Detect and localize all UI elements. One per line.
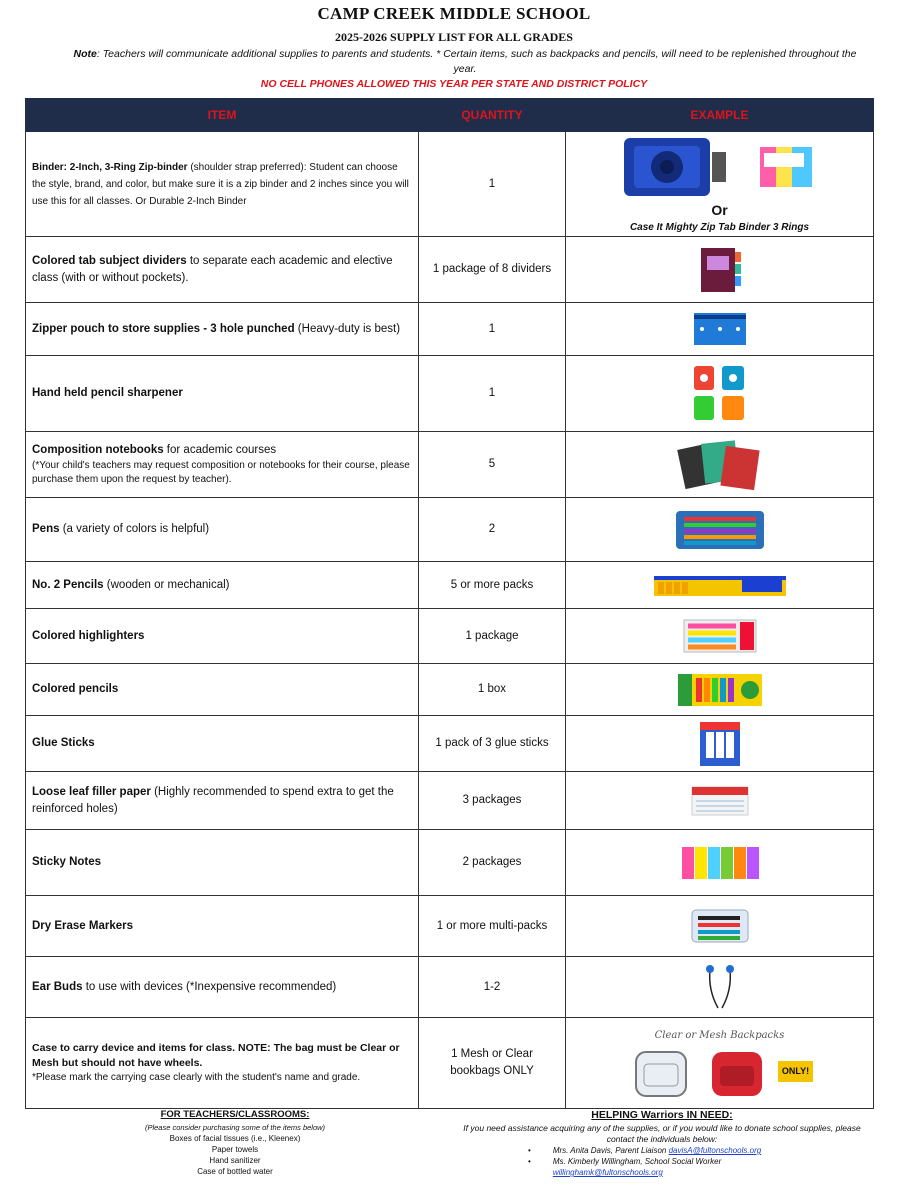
helping-intro: If you need assistance acquiring any of the supplies, or if you would like to donate school supplies, please contact the individuals below:: [463, 1123, 861, 1144]
item-cell: [26, 303, 419, 356]
contact-email-link[interactable]: davisA@fultonschools.org: [668, 1146, 762, 1155]
quantity-cell: 1 package: [419, 609, 566, 664]
page-subtitle: 2025-2026 SUPPLY LIST FOR ALL GRADES: [335, 30, 573, 44]
table-row: [26, 896, 874, 957]
item-cell: [26, 896, 419, 957]
table-row: [26, 1018, 874, 1109]
quantity-cell: 2: [419, 498, 566, 562]
zip-binder-icon: [616, 132, 736, 202]
item-cell: [26, 1018, 419, 1109]
quantity-cell: 5 or more packs: [419, 562, 566, 609]
item-details: to separate each academic and elective class (with or without pockets).: [32, 254, 393, 284]
item-name: Ear Buds: [32, 980, 83, 993]
item-details: for academic courses: [163, 444, 277, 456]
example-cell: [566, 356, 874, 432]
item-cell: [26, 356, 419, 432]
example-cell: [566, 498, 874, 562]
item-name: Colored highlighters: [32, 629, 145, 642]
sharpener-icon: [690, 362, 750, 426]
teachers-heading: FOR TEACHERS/CLASSROOMS:: [160, 1109, 310, 1120]
item-cell: [26, 772, 419, 830]
table-row: [26, 957, 874, 1018]
item-details: (Highly recommended to spend extra to get the reinforced holes): [32, 785, 394, 815]
table-row: [26, 132, 874, 237]
colored-pencils-icon: [674, 670, 766, 710]
item-cell: [26, 716, 419, 772]
example-cell: [566, 303, 874, 356]
binder-alt-icon: [754, 141, 824, 193]
highlighters-icon: [680, 616, 760, 656]
example-cell: [566, 896, 874, 957]
item-cell: [26, 562, 419, 609]
pens-icon: [672, 505, 768, 555]
notebooks-icon: [677, 436, 763, 494]
table-row: [26, 498, 874, 562]
item-name: No. 2 Pencils: [32, 578, 104, 591]
glue-sticks-icon: [696, 718, 744, 770]
binder-caption: Case It Mighty Zip Tab Binder 3 Rings: [629, 222, 810, 233]
teacher-item: Case of bottled water: [197, 1167, 273, 1176]
quantity-cell: 1: [419, 303, 566, 356]
example-cell: [566, 772, 874, 830]
example-cell: [566, 664, 874, 716]
quantity-cell: 1 pack of 3 glue sticks: [419, 716, 566, 772]
item-name: Composition notebooks: [32, 444, 164, 456]
item-cell: [26, 132, 419, 237]
table-row: [26, 356, 874, 432]
item-name: Zipper pouch to store supplies - 3 hole punched: [32, 322, 295, 335]
item-name: Dry Erase Markers: [32, 919, 134, 932]
quantity-cell: 5: [419, 432, 566, 498]
contact-item: • Ms. Kimberly Willingham, School Social Worker willinghamk@fultonschools.org: [528, 1157, 722, 1177]
quantity-cell: 1: [419, 356, 566, 432]
item-name: Colored tab subject dividers: [32, 254, 187, 267]
supply-table: [25, 98, 874, 1109]
example-cell: [566, 1018, 874, 1109]
table-row: [26, 772, 874, 830]
item-cell: [26, 498, 419, 562]
helping-heading: HELPING Warriors IN NEED:: [591, 1109, 733, 1121]
table-row: [26, 716, 874, 772]
item-cell: [26, 957, 419, 1018]
item-cell: [26, 830, 419, 896]
example-cell: [566, 237, 874, 303]
note-text: : Teachers will communicate additional supplies to parents and students. * Certain items, such as backpacks and pencils, will need to be replenished throughout the year.: [96, 48, 857, 75]
only-badge: ONLY!: [778, 1061, 813, 1082]
example-cell: [566, 609, 874, 664]
table-row: [26, 609, 874, 664]
quantity-cell: 1 package of 8 dividers: [419, 237, 566, 303]
ear-buds-icon: [700, 960, 740, 1014]
quantity-cell: 2 packages: [419, 830, 566, 896]
teachers-section: [100, 1108, 370, 1177]
item-cell: [26, 237, 419, 303]
quantity-cell: 1: [419, 132, 566, 237]
table-row: [26, 562, 874, 609]
table-row: [26, 830, 874, 896]
item-name: Case to carry device and items for class. NOTE: The bag must be Clear or Mesh but should not have wheels.: [32, 1042, 400, 1069]
item-name: Loose leaf filler paper: [32, 785, 151, 798]
item-note: *Please mark the carrying case clearly with the student's name and grade.: [32, 1072, 361, 1083]
item-name: Glue Sticks: [32, 737, 95, 749]
quantity-cell: 1 Mesh or Clear bookbags ONLY: [419, 1018, 566, 1109]
zipper-pouch-icon: [690, 307, 750, 351]
note-label: Note: [73, 48, 97, 60]
quantity-cell: 3 packages: [419, 772, 566, 830]
table-row: [26, 664, 874, 716]
teacher-item: Paper towels: [211, 1145, 259, 1154]
mesh-backpack-icon: [702, 1044, 772, 1100]
item-details: (a variety of colors is helpful): [59, 523, 210, 535]
item-note: (*Your child's teachers may request composition or notebooks for their course, please purchase them upon the request by teacher).: [32, 460, 410, 485]
binder-or: Or: [711, 202, 728, 218]
item-details: (Heavy-duty is best): [294, 322, 401, 335]
table-header-row: [26, 99, 874, 132]
teachers-intro: (Please consider purchasing some of the items below): [144, 1123, 326, 1132]
item-name: Binder: 2-Inch, 3-Ring Zip-binder: [32, 161, 188, 173]
header-quantity: QUANTITY: [419, 99, 566, 132]
item-name: Sticky Notes: [32, 856, 102, 868]
item-cell: [26, 664, 419, 716]
contact-email-link[interactable]: willinghamk@fultonschools.org: [552, 1168, 663, 1177]
table-row: [26, 432, 874, 498]
example-cell: [566, 957, 874, 1018]
table-row: [26, 303, 874, 356]
example-cell: [566, 716, 874, 772]
quantity-cell: 1 box: [419, 664, 566, 716]
note: [70, 47, 860, 77]
helping-section: [462, 1108, 862, 1178]
pencils-icon: [650, 570, 790, 600]
example-cell: [566, 432, 874, 498]
sticky-notes-icon: [678, 841, 762, 885]
header-example: EXAMPLE: [566, 99, 874, 132]
item-details: (wooden or mechanical): [103, 578, 230, 591]
header-item: ITEM: [26, 99, 419, 132]
table-row: [26, 237, 874, 303]
quantity-cell: 1 or more multi-packs: [419, 896, 566, 957]
contact-name: Ms. Kimberly Willingham, School Social Worker: [552, 1157, 722, 1166]
dry-erase-markers-icon: [688, 906, 752, 946]
item-cell: [26, 432, 419, 498]
example-cell: [566, 562, 874, 609]
quantity-cell: 1-2: [419, 957, 566, 1018]
item-name: Pens: [32, 523, 60, 535]
contact-name: Mrs. Anita Davis, Parent Liaison: [552, 1146, 667, 1155]
item-details: (shoulder strap preferred): Student can choose the style, brand, and color, but make sure it is a zip binder and 2 inches since you will use this for all classes. Or Durable 2-Inch Binder: [32, 161, 409, 207]
item-cell: [26, 609, 419, 664]
example-cell: [566, 830, 874, 896]
item-name: Hand held pencil sharpener: [32, 387, 183, 399]
contact-item: • Mrs. Anita Davis, Parent Liaison davisA@fultonschools.org: [528, 1146, 762, 1155]
teacher-item: Hand sanitizer: [209, 1156, 261, 1165]
page-title: CAMP CREEK MIDDLE SCHOOL: [317, 4, 591, 23]
example-cell: [566, 132, 874, 237]
filler-paper-icon: [688, 781, 752, 821]
clear-backpack-icon: [626, 1044, 696, 1100]
item-details: to use with devices (*Inexpensive recommended): [82, 980, 337, 993]
teacher-item: Boxes of facial tissues (i.e., Kleenex): [169, 1134, 301, 1143]
policy-warning: NO CELL PHONES ALLOWED THIS YEAR PER STATE AND DISTRICT POLICY: [260, 78, 648, 90]
backpack-caption: Clear or Mesh Backpacks: [654, 1029, 785, 1041]
dividers-icon: [695, 244, 745, 296]
item-name: Colored pencils: [32, 683, 119, 695]
